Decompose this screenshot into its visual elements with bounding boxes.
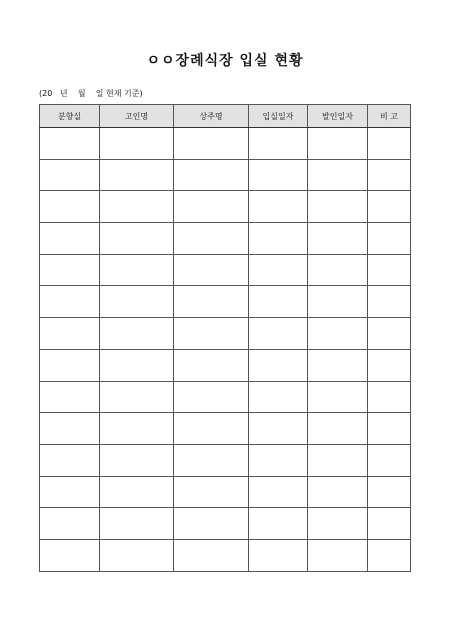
column-header-room: 분향실 <box>40 105 100 128</box>
cell-checkin-date <box>249 286 308 318</box>
cell-room <box>40 508 100 540</box>
table-body <box>40 128 411 572</box>
cell-remarks <box>368 159 411 191</box>
cell-funeral-date <box>308 444 368 476</box>
cell-funeral-date <box>308 223 368 255</box>
cell-remarks <box>368 413 411 445</box>
table-row <box>40 128 411 160</box>
cell-chief-mourner <box>174 413 249 445</box>
cell-chief-mourner <box>174 223 249 255</box>
cell-chief-mourner <box>174 318 249 350</box>
page-title: ㅇㅇ장례식장 입실 현황 <box>146 53 304 69</box>
cell-deceased-name <box>100 539 174 571</box>
cell-room <box>40 349 100 381</box>
cell-chief-mourner <box>174 539 249 571</box>
table-row <box>40 539 411 571</box>
cell-funeral-date <box>308 539 368 571</box>
cell-remarks <box>368 349 411 381</box>
cell-chief-mourner <box>174 286 249 318</box>
cell-checkin-date <box>249 318 308 350</box>
table-row <box>40 223 411 255</box>
cell-chief-mourner <box>174 444 249 476</box>
cell-checkin-date <box>249 444 308 476</box>
table-row <box>40 159 411 191</box>
column-header-chief-mourner: 상주명 <box>174 105 249 128</box>
table-row <box>40 286 411 318</box>
cell-deceased-name <box>100 286 174 318</box>
cell-chief-mourner <box>174 254 249 286</box>
cell-deceased-name <box>100 476 174 508</box>
cell-remarks <box>368 444 411 476</box>
cell-room <box>40 444 100 476</box>
cell-funeral-date <box>308 128 368 160</box>
cell-checkin-date <box>249 349 308 381</box>
cell-deceased-name <box>100 159 174 191</box>
cell-funeral-date <box>308 254 368 286</box>
table-row <box>40 318 411 350</box>
cell-checkin-date <box>249 508 308 540</box>
as-of-date-line: (20 년 월 일 현재 기준) <box>39 89 143 98</box>
table-row <box>40 444 411 476</box>
cell-room <box>40 539 100 571</box>
table-row <box>40 349 411 381</box>
cell-deceased-name <box>100 128 174 160</box>
cell-room <box>40 381 100 413</box>
cell-funeral-date <box>308 476 368 508</box>
cell-funeral-date <box>308 381 368 413</box>
cell-remarks <box>368 223 411 255</box>
cell-chief-mourner <box>174 508 249 540</box>
cell-remarks <box>368 254 411 286</box>
table-row <box>40 413 411 445</box>
cell-deceased-name <box>100 444 174 476</box>
cell-remarks <box>368 286 411 318</box>
cell-funeral-date <box>308 191 368 223</box>
column-header-deceased-name: 고인명 <box>100 105 174 128</box>
cell-remarks <box>368 476 411 508</box>
cell-funeral-date <box>308 318 368 350</box>
cell-funeral-date <box>308 349 368 381</box>
cell-remarks <box>368 539 411 571</box>
cell-deceased-name <box>100 254 174 286</box>
cell-checkin-date <box>249 413 308 445</box>
cell-chief-mourner <box>174 476 249 508</box>
cell-remarks <box>368 318 411 350</box>
cell-checkin-date <box>249 159 308 191</box>
cell-chief-mourner <box>174 159 249 191</box>
cell-remarks <box>368 191 411 223</box>
cell-checkin-date <box>249 381 308 413</box>
cell-room <box>40 254 100 286</box>
table-row <box>40 508 411 540</box>
column-header-checkin-date: 입실일자 <box>249 105 308 128</box>
cell-deceased-name <box>100 223 174 255</box>
cell-room <box>40 476 100 508</box>
cell-checkin-date <box>249 476 308 508</box>
cell-deceased-name <box>100 508 174 540</box>
table-row <box>40 254 411 286</box>
table-row <box>40 476 411 508</box>
cell-deceased-name <box>100 191 174 223</box>
cell-room <box>40 191 100 223</box>
cell-funeral-date <box>308 286 368 318</box>
table-row <box>40 191 411 223</box>
cell-remarks <box>368 508 411 540</box>
cell-remarks <box>368 128 411 160</box>
cell-room <box>40 286 100 318</box>
occupancy-table <box>39 104 411 572</box>
cell-chief-mourner <box>174 349 249 381</box>
cell-remarks <box>368 381 411 413</box>
cell-room <box>40 223 100 255</box>
cell-funeral-date <box>308 508 368 540</box>
cell-funeral-date <box>308 413 368 445</box>
cell-checkin-date <box>249 128 308 160</box>
cell-room <box>40 318 100 350</box>
cell-deceased-name <box>100 381 174 413</box>
column-header-funeral-date: 발인일자 <box>308 105 368 128</box>
cell-deceased-name <box>100 413 174 445</box>
cell-chief-mourner <box>174 128 249 160</box>
cell-checkin-date <box>249 254 308 286</box>
cell-checkin-date <box>249 191 308 223</box>
cell-chief-mourner <box>174 381 249 413</box>
cell-room <box>40 159 100 191</box>
cell-room <box>40 413 100 445</box>
cell-checkin-date <box>249 223 308 255</box>
table-header-row <box>40 105 411 128</box>
table-row <box>40 381 411 413</box>
cell-deceased-name <box>100 349 174 381</box>
cell-checkin-date <box>249 539 308 571</box>
cell-room <box>40 128 100 160</box>
column-header-remarks: 비 고 <box>368 105 411 128</box>
cell-deceased-name <box>100 318 174 350</box>
cell-chief-mourner <box>174 191 249 223</box>
cell-funeral-date <box>308 159 368 191</box>
